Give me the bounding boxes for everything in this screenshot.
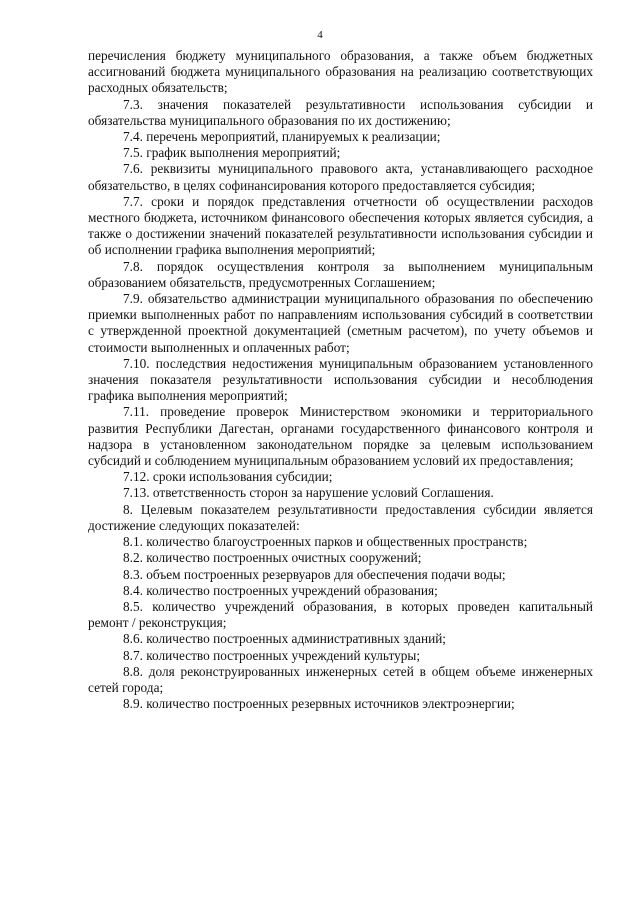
paragraph-7-6: 7.6. реквизиты муниципального правового акта, устанавливающего расходное обязательство, в целях софинансирования которого предоставляется субсидия; (88, 161, 593, 193)
paragraph-7-4: 7.4. перечень мероприятий, планируемых к реализации; (123, 129, 441, 145)
paragraph-8-5: 8.5. количество учреждений образования, в которых проведен капитальный ремонт / реконструкция; (88, 598, 593, 631)
paragraph-7-10: 7.10. последствия недостижения муниципальным образованием установленного значения показателя результативности использования субсидии и несоблюдения графика выполнения мероприятий; (88, 355, 593, 404)
page-number: 4 (317, 29, 323, 41)
paragraph-7-3: 7.3. значения показателей результативности использования субсидии и обязательства муниципального образования по их достижению; (88, 96, 593, 128)
paragraph-8-7: 8.7. количество построенных учреждений культуры; (123, 647, 421, 663)
paragraph-8-3: 8.3. объем построенных резервуаров для обеспечения подачи воды; (123, 566, 506, 582)
paragraph-8-9: 8.9. количество построенных резервных источников электроэнергии; (123, 696, 515, 712)
paragraph-8-1: 8.1. количество благоустроенных парков и общественных пространств; (123, 534, 528, 550)
paragraph-8-8: 8.8. доля реконструированных инженерных сетей в общем объеме инженерных сетей города; (88, 663, 593, 695)
paragraph-continuation: перечисления бюджету муниципального образования, а также объем бюджетных ассигнований бюджета муниципального образования на реализацию соответствующих расходных обязательств; (88, 48, 593, 96)
paragraph-8-4: 8.4. количество построенных учреждений образования; (123, 582, 438, 598)
paragraph-8-6: 8.6. количество построенных административных зданий; (123, 631, 447, 647)
paragraph-7-12: 7.12. сроки использования субсидии; (123, 469, 333, 485)
paragraph-7-13: 7.13. ответственность сторон за нарушение условий Соглашения. (123, 485, 494, 501)
document-body (88, 48, 593, 712)
paragraph-7-8: 7.8. порядок осуществления контроля за выполнением муниципальным образованием обязательств, предусмотренных Соглашением; (88, 258, 593, 290)
paragraph-8-2: 8.2. количество построенных очистных сооружений; (123, 550, 422, 566)
paragraph-7-7: 7.7. сроки и порядок представления отчетности об осуществлении расходов местного бюджета, источником финансового обеспечения которых является субсидия, а также о достижении значений показателей результативности использования субсидии и об исполнении графика выполнения мероприятий; (88, 193, 593, 258)
paragraph-7-5: 7.5. график выполнения мероприятий; (123, 145, 341, 161)
paragraph-7-11: 7.11. проведение проверок Министерством экономики и территориального развития Республики Дагестан, органами государственного финансового контроля и надзора в установленном законодательном порядке за целевым использованием субсидий и соблюдением муниципальным образованием условий их предоставления; (88, 404, 593, 469)
paragraph-8: 8. Целевым показателем результативности предоставления субсидии является достижение следующих показателей: (88, 501, 593, 533)
paragraph-7-9: 7.9. обязательство администрации муниципального образования по обеспечению приемки выполненных работ по направлениям использования субсидий в соответствии с утвержденной проектной документацией (сметным расчетом), по учету объемов и стоимости выполненных и оплаченных работ; (88, 291, 593, 355)
